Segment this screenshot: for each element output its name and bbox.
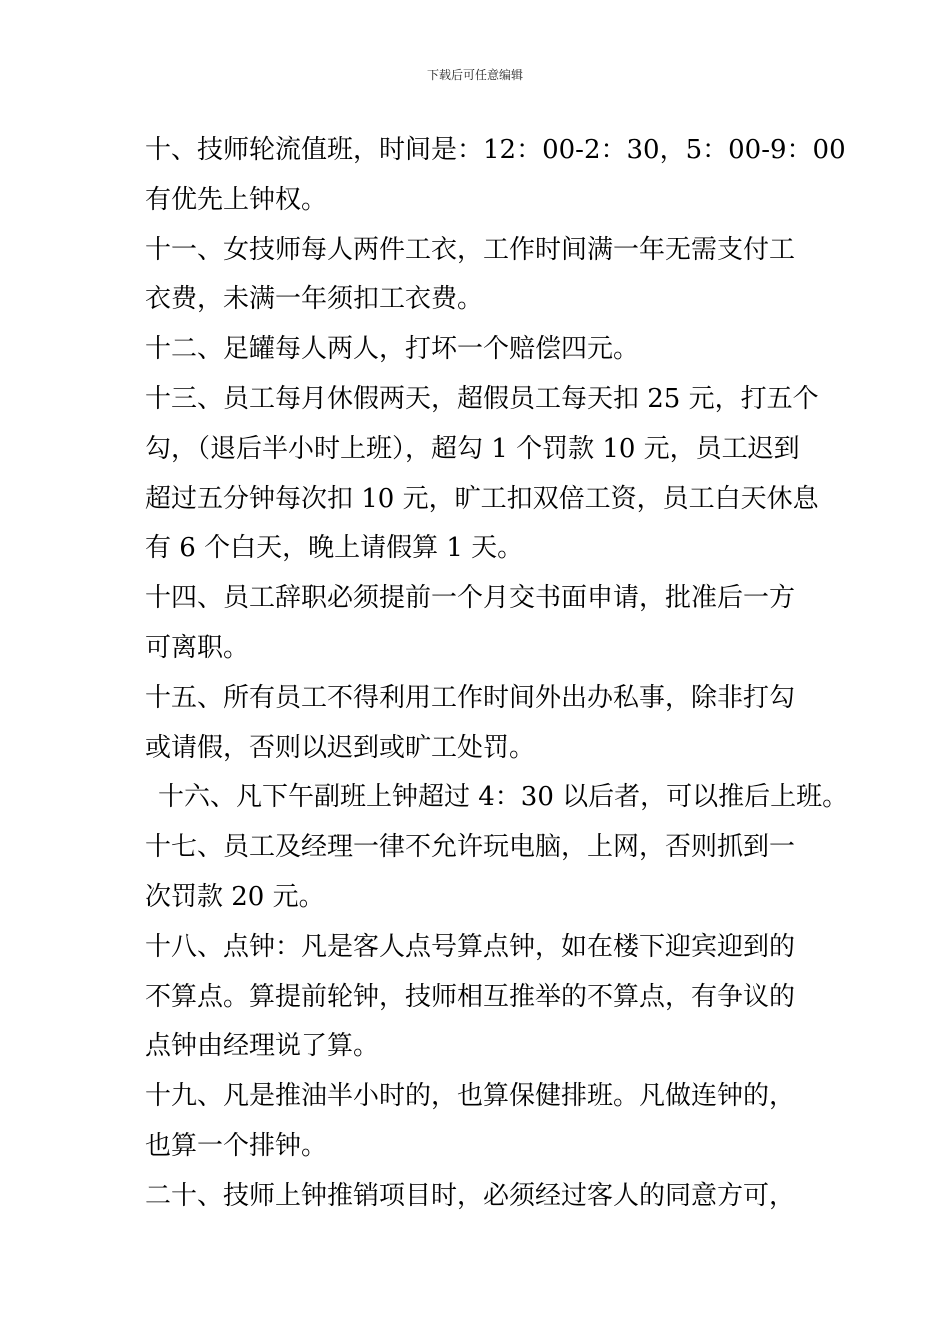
text-line: 有 6 个白天，晚上请假算 1 天。 [145, 533, 524, 564]
text-line: 勾，（退后半小时上班），超勾 1 个罚款 10 元，员工迟到 [145, 433, 800, 464]
text-line: 次罚款 20 元。 [145, 881, 325, 912]
page-header-note: 下载后可任意编辑 [426, 68, 523, 82]
text-line: 十二、足罐每人两人，打坏一个赔偿四元。 [145, 334, 640, 365]
text-line: 十九、凡是推油半小时的，也算保健排班。凡做连钟的， [145, 1081, 796, 1112]
text-line: 或请假，否则以迟到或旷工处罚。 [145, 732, 536, 763]
text-line: 十、技师轮流值班，时间是：12：00-2：30，5：00-9：00 [145, 135, 846, 165]
text-line: 不算点。算提前轮钟，技师相互推举的不算点，有争议的 [145, 981, 796, 1012]
text-line: 十三、员工每月休假两天，超假员工每天扣 25 元，打五个 [145, 383, 819, 414]
text-line: 十八、点钟：凡是客人点号算点钟，如在楼下迎宾迎到的 [145, 931, 796, 962]
document-body [145, 126, 849, 1222]
text-line: 十五、所有员工不得利用工作时间外出办私事，除非打勾 [145, 682, 796, 713]
text-line: 超过五分钟每次扣 10 元，旷工扣双倍工资，员工白天休息 [145, 483, 819, 514]
text-line: 二十、技师上钟推销项目时，必须经过客人的同意方可， [145, 1180, 796, 1211]
text-line: 十四、员工辞职必须提前一个月交书面申请，批准后一方 [145, 583, 796, 614]
text-line: 也算一个排钟。 [145, 1130, 328, 1161]
text-line: 衣费，未满一年须扣工衣费。 [145, 284, 484, 315]
text-line: 点钟由经理说了算。 [145, 1031, 380, 1062]
text-line: 可离职。 [145, 632, 250, 663]
text-line: 十六、凡下午副班上钟超过 4：30 以后者，可以推后上班。 [158, 782, 849, 813]
text-line: 十一、女技师每人两件工衣，工作时间满一年无需支付工 [145, 234, 796, 265]
text-line: 有优先上钟权。 [145, 184, 328, 215]
text-line: 十七、员工及经理一律不允许玩电脑，上网，否则抓到一 [145, 832, 796, 863]
